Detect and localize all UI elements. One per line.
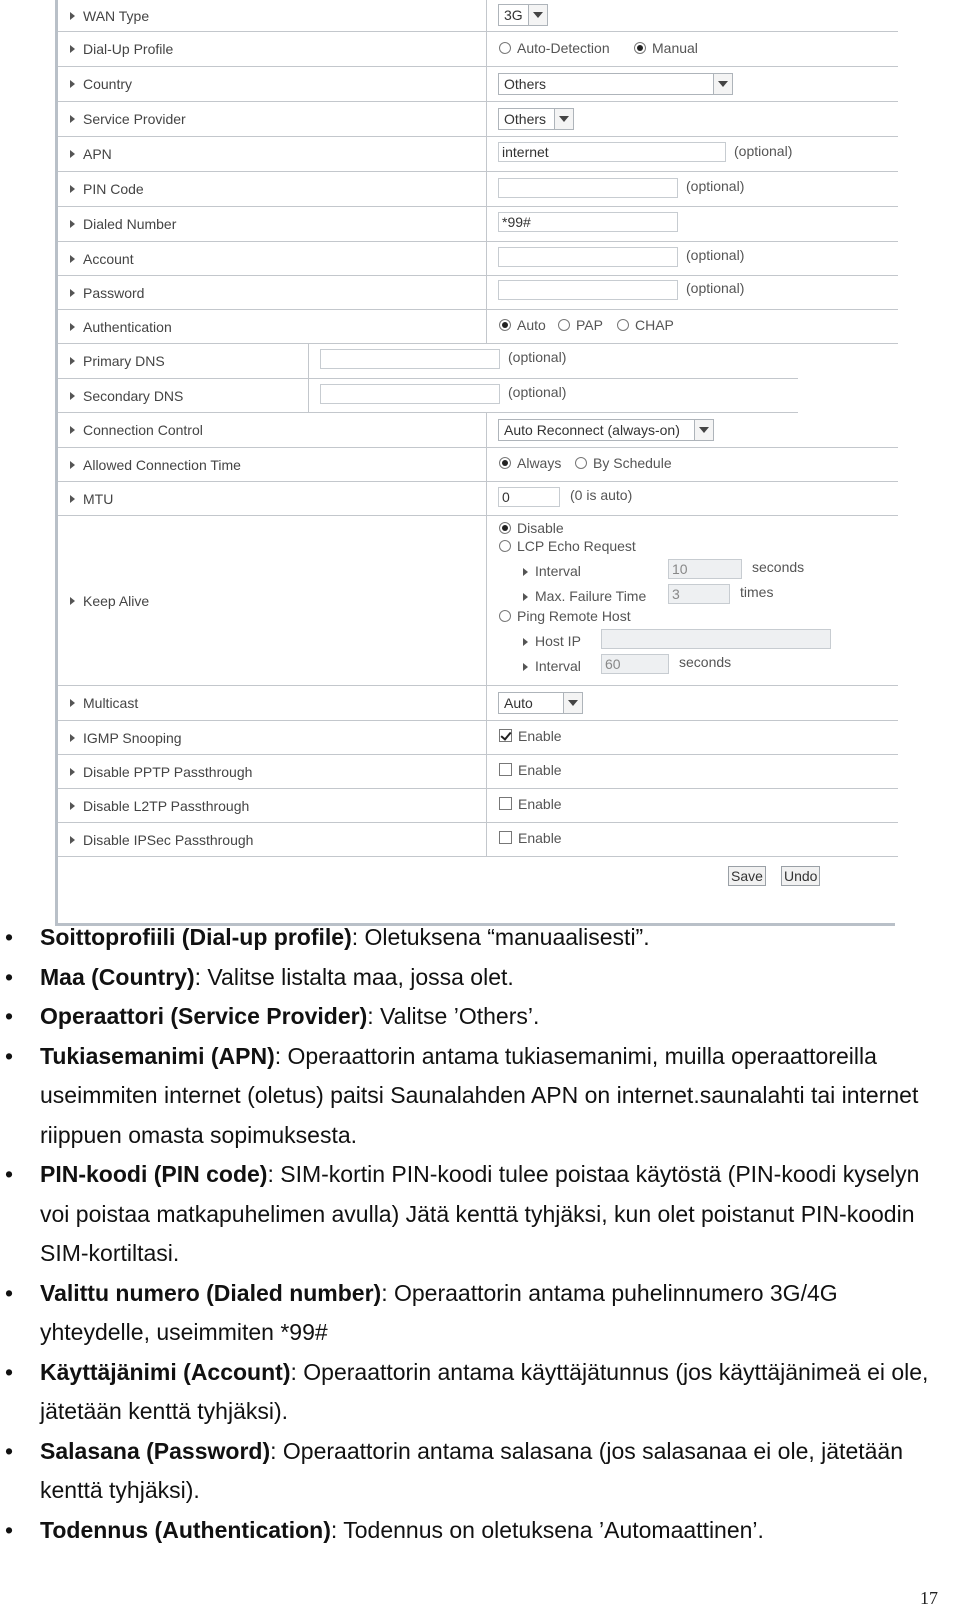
pin-optional-note: (optional) [686, 178, 745, 194]
note-text: : Operaattorin antama käyttäjätunnus (jos käyttäjänimeä ei ole, jätetään kenttä tyhjäksi). [40, 1358, 929, 1424]
bullet: • [5, 1437, 14, 1464]
wan-type-select[interactable]: 3G [498, 4, 548, 26]
row-keep-alive [58, 516, 898, 686]
save-button[interactable]: Save [728, 866, 766, 886]
checkbox-checked-icon [499, 729, 512, 742]
checkbox-icon [499, 831, 512, 844]
note-text: : Oletuksena “manuaalisesti”. [351, 924, 650, 950]
dialed-number-input[interactable]: *99# [498, 212, 678, 232]
row-multicast [58, 686, 898, 721]
list-item [0, 1155, 960, 1274]
mtu-label: MTU [83, 490, 114, 507]
checkbox-icon [499, 763, 512, 776]
note-text: : SIM-kortin PIN-koodi tulee poistaa käytöstä (PIN-koodi kyselyn voi poistaa matkapuhelimen avulla) Jätä kenttä tyhjäksi, kun olet poistanut PIN-koodin SIM-kortiltasi. [40, 1161, 920, 1266]
multicast-select[interactable]: Auto [498, 692, 583, 714]
note-term: Salasana (Password) [40, 1437, 271, 1464]
auth-pap-radio[interactable]: PAP [558, 317, 603, 333]
note-term: Tukiasemanimi (APN) [40, 1042, 275, 1069]
radio-icon [499, 42, 511, 54]
sub-arrow-icon [523, 638, 528, 646]
mtu-note: (0 is auto) [570, 487, 633, 503]
dialup-manual-radio[interactable]: Manual [634, 40, 698, 56]
row-arrow-icon [70, 80, 75, 88]
radio-selected-icon [499, 319, 511, 331]
row-pptp-passthrough [58, 755, 898, 789]
bullet: • [5, 963, 14, 990]
row-arrow-icon [70, 699, 75, 707]
apn-label: APN [83, 146, 112, 162]
account-optional-note: (optional) [686, 247, 745, 263]
row-service-provider [58, 102, 898, 137]
lcp-failure-input[interactable]: 3 [668, 584, 730, 604]
allowed-connection-time-label: Allowed Connection Time [83, 456, 241, 473]
checkbox-icon [499, 797, 512, 810]
secondary-dns-optional-note: (optional) [508, 384, 567, 400]
secondary-dns-input[interactable] [320, 384, 500, 404]
country-select[interactable]: Others [498, 73, 733, 95]
list-item [0, 958, 960, 998]
lcp-failure-unit: times [740, 584, 774, 600]
password-input[interactable] [498, 280, 678, 300]
row-password [58, 276, 898, 310]
page-number: 17 [920, 1588, 938, 1608]
bullet: • [5, 1161, 14, 1187]
row-pin-code [58, 172, 898, 207]
dialup-auto-radio[interactable]: Auto-Detection [499, 40, 610, 56]
lcp-failure-label: Max. Failure Time [523, 588, 646, 604]
row-arrow-icon [70, 115, 75, 123]
row-connection-control [58, 413, 898, 448]
row-arrow-icon [70, 461, 75, 469]
radio-icon [617, 319, 629, 331]
multicast-label: Multicast [83, 695, 139, 711]
note-term: Operaattori (Service Provider) [40, 1003, 368, 1029]
row-arrow-icon [70, 426, 75, 434]
list-item [0, 997, 960, 1037]
lcp-interval-label: Interval [523, 563, 581, 579]
keep-alive-disable-radio[interactable]: Disable [499, 520, 564, 536]
chevron-down-icon [528, 5, 547, 25]
igmp-label: IGMP Snooping [83, 729, 182, 746]
chevron-down-icon [563, 693, 582, 713]
password-label: Password [83, 284, 145, 301]
l2tp-enable-checkbox[interactable]: Enable [499, 796, 562, 812]
row-allowed-connection-time [58, 448, 898, 482]
dialup-profile-label: Dial-Up Profile [83, 41, 174, 57]
bullet: • [5, 1003, 14, 1029]
password-optional-note: (optional) [686, 280, 745, 296]
connection-control-label: Connection Control [83, 422, 203, 438]
connection-control-select[interactable]: Auto Reconnect (always-on) [498, 419, 714, 441]
note-text: : Valitse listalta maa, jossa olet. [194, 963, 514, 990]
ping-interval-unit: seconds [679, 654, 732, 670]
service-provider-select[interactable]: Others [498, 108, 574, 130]
keep-alive-lcp-radio[interactable]: LCP Echo Request [499, 538, 636, 554]
auth-auto-radio[interactable]: Auto [499, 317, 546, 333]
wan-settings-panel [55, 0, 895, 926]
account-input[interactable] [498, 247, 678, 267]
auth-chap-radio[interactable]: CHAP [617, 317, 674, 333]
row-arrow-icon [70, 768, 75, 776]
note-text: : Valitse ’Others’. [367, 1003, 540, 1029]
bullet: • [5, 1042, 14, 1069]
time-schedule-radio[interactable]: By Schedule [575, 455, 672, 471]
row-arrow-icon [70, 185, 75, 193]
secondary-dns-label: Secondary DNS [83, 387, 184, 404]
l2tp-label: Disable L2TP Passthrough [83, 797, 250, 814]
row-country [58, 67, 898, 102]
row-arrow-icon [70, 597, 75, 605]
radio-icon [558, 319, 570, 331]
pin-code-label: PIN Code [83, 181, 144, 197]
undo-button[interactable]: Undo [781, 866, 820, 886]
list-item [0, 1274, 960, 1353]
row-dialup-profile [58, 32, 898, 67]
row-wan-type [58, 0, 898, 32]
row-arrow-icon [70, 12, 75, 20]
pptp-label: Disable PPTP Passthrough [83, 763, 253, 780]
country-label: Country [83, 76, 133, 92]
row-arrow-icon [70, 357, 75, 365]
sub-arrow-icon [523, 663, 528, 671]
chevron-down-icon [713, 74, 732, 94]
note-term: Valittu numero (Dialed number) [40, 1279, 382, 1306]
radio-icon [499, 610, 511, 622]
note-text: : Operaattorin antama tukiasemanimi, muilla operaattoreilla useimmiten internet (oletus) paitsi Saunalahden APN on internet.saunalahti tai internet riippuen omasta sopimuksesta. [40, 1042, 919, 1148]
bullet: • [5, 1516, 14, 1543]
note-text: : Operaattorin antama puhelinnumero 3G/4G yhteydelle, useimmiten *99# [40, 1279, 838, 1345]
row-arrow-icon [70, 802, 75, 810]
ipsec-enable-checkbox[interactable]: Enable [499, 830, 562, 846]
row-arrow-icon [70, 150, 75, 158]
row-arrow-icon [70, 323, 75, 331]
radio-selected-icon [499, 522, 511, 534]
row-arrow-icon [70, 836, 75, 844]
bullet: • [5, 1358, 14, 1385]
row-arrow-icon [70, 392, 75, 400]
row-authentication [58, 310, 898, 344]
row-account [58, 242, 898, 276]
primary-dns-optional-note: (optional) [508, 349, 567, 365]
sub-arrow-icon [523, 568, 528, 576]
list-item [0, 1037, 960, 1156]
bullet: • [5, 924, 14, 950]
pin-code-input[interactable] [498, 178, 678, 198]
note-term: Soittoprofiili (Dial-up profile) [40, 924, 352, 950]
pptp-enable-checkbox[interactable]: Enable [499, 762, 562, 778]
mtu-input[interactable]: 0 [498, 487, 560, 507]
bullet: • [5, 1279, 14, 1306]
ping-interval-label: Interval [523, 658, 581, 674]
row-primary-dns [58, 344, 798, 379]
time-always-radio[interactable]: Always [499, 455, 561, 471]
primary-dns-label: Primary DNS [83, 353, 165, 369]
radio-icon [575, 457, 587, 469]
radio-selected-icon [634, 42, 646, 54]
service-provider-label: Service Provider [83, 111, 186, 127]
radio-icon [499, 540, 511, 552]
list-item [0, 1432, 960, 1511]
row-arrow-icon [70, 220, 75, 228]
row-arrow-icon [70, 495, 75, 503]
authentication-label: Authentication [83, 318, 172, 335]
host-ip-input[interactable] [601, 629, 831, 649]
row-secondary-dns [58, 379, 798, 413]
apn-optional-note: (optional) [734, 143, 793, 159]
row-igmp-snooping [58, 721, 898, 755]
row-arrow-icon [70, 45, 75, 53]
row-l2tp-passthrough [58, 789, 898, 823]
igmp-enable-checkbox[interactable]: Enable [499, 728, 562, 744]
list-item [0, 1353, 960, 1432]
dialed-number-label: Dialed Number [83, 216, 177, 232]
note-term: Käyttäjänimi (Account) [40, 1358, 291, 1385]
ping-interval-input[interactable]: 60 [601, 654, 669, 674]
row-ipsec-passthrough [58, 823, 898, 857]
sub-arrow-icon [523, 593, 528, 601]
chevron-down-icon [694, 420, 713, 440]
keep-alive-ping-radio[interactable]: Ping Remote Host [499, 608, 631, 624]
row-arrow-icon [70, 289, 75, 297]
note-text: : Operaattorin antama salasana (jos salasanaa ei ole, jätetään kenttä tyhjäksi). [40, 1437, 904, 1503]
chevron-down-icon [554, 109, 573, 129]
row-arrow-icon [70, 255, 75, 263]
lcp-interval-input[interactable]: 10 [668, 559, 742, 579]
host-ip-label: Host IP [523, 633, 581, 649]
ipsec-label: Disable IPSec Passthrough [83, 831, 254, 848]
note-term: Maa (Country) [40, 963, 195, 990]
list-item [0, 1511, 960, 1551]
primary-dns-input[interactable] [320, 349, 500, 369]
radio-selected-icon [499, 457, 511, 469]
note-term: PIN-koodi (PIN code) [40, 1161, 268, 1187]
account-label: Account [83, 250, 134, 267]
row-arrow-icon [70, 734, 75, 742]
row-dialed-number [58, 207, 898, 242]
row-mtu [58, 482, 898, 516]
lcp-interval-unit: seconds [752, 559, 805, 575]
row-apn [58, 137, 898, 172]
note-text: : Todennus on oletuksena ’Automaattinen’. [330, 1516, 764, 1543]
note-term: Todennus (Authentication) [40, 1516, 331, 1543]
wan-type-label: WAN Type [83, 7, 150, 24]
list-item [0, 918, 960, 958]
apn-input[interactable]: internet [498, 142, 726, 162]
keep-alive-label: Keep Alive [83, 592, 150, 609]
instruction-list [0, 918, 960, 1550]
